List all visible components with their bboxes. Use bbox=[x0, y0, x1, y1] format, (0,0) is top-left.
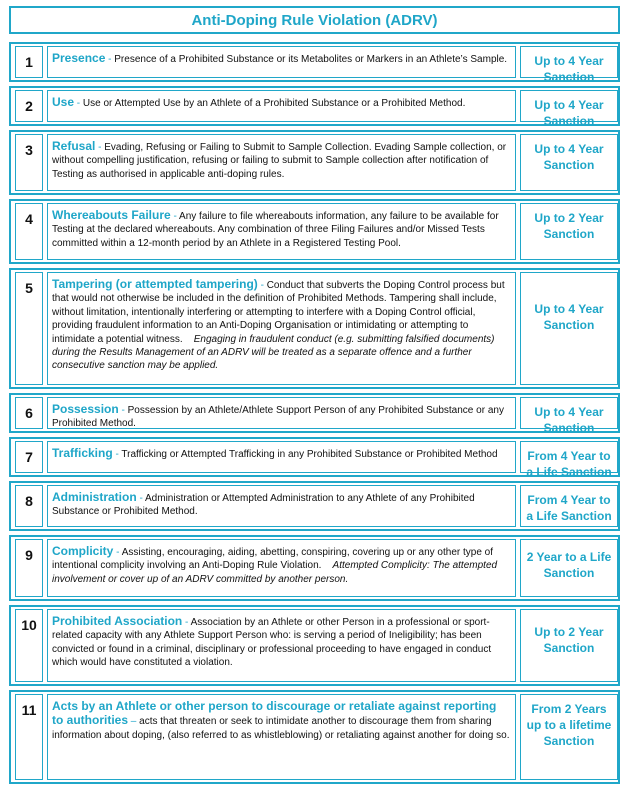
description-text: Association by an Athlete or other Person in a professional or sport-related capacity with any Athlete Support Person who: is serving a period of Ineligibility; has been convicted or found in a criminal, disciplinary or professional proceeding to have engaged in conduct which would have constituted a violation. bbox=[52, 617, 492, 669]
table-row bbox=[9, 86, 620, 126]
violation-term: Presence bbox=[52, 51, 106, 65]
table-row bbox=[9, 199, 620, 264]
violation-description bbox=[47, 203, 516, 260]
description-text: Conduct that subverts the Doping Control process but that would not otherwise be included in the definition of Prohibited Methods. Tampering shall include, without limitation, intentionally interfering or attempting to interfere with a Doping Control official, providing fraudulent information to an Anti-Doping Organisation or intimidating or attempting to intimidate a potential witness. bbox=[52, 280, 505, 345]
table-title: Anti-Doping Rule Violation (ADRV) bbox=[9, 6, 620, 34]
description-text: Trafficking or Attempted Trafficking in any Prohibited Substance or Prohibited Method bbox=[121, 449, 498, 460]
violation-description bbox=[47, 539, 516, 597]
sanction-cell: Up to 4 Year Sanction bbox=[520, 46, 618, 78]
row-number: 6 bbox=[15, 397, 43, 429]
term-separator: - bbox=[182, 617, 191, 628]
table-row bbox=[9, 42, 620, 82]
term-separator: – bbox=[128, 716, 140, 728]
table-row bbox=[9, 481, 620, 531]
description-text: Administration or Attempted Administration to any Athlete of any Prohibited Substance or Prohibited Method. bbox=[52, 493, 475, 518]
term-separator: - bbox=[118, 405, 128, 416]
description-text: Evading, Refusing or Failing to Submit to Sample Collection. Evading Sample collection, or without compelling justification, refusing or failing to submit to Sample collection after notification of Testing as authorised in applicable anti-doping rules. bbox=[52, 142, 507, 180]
violation-term: Complicity bbox=[52, 544, 114, 558]
sanction-cell: Up to 4 Year Sanction bbox=[520, 134, 618, 191]
violation-term: Whereabouts Failure bbox=[52, 208, 171, 222]
term-separator: - bbox=[257, 280, 267, 291]
note-spacer bbox=[183, 334, 194, 345]
violation-description bbox=[47, 485, 516, 527]
table-row bbox=[9, 393, 620, 433]
sanction-cell: Up to 4 Year Sanction bbox=[520, 90, 618, 122]
violation-description bbox=[47, 90, 516, 122]
violation-term: Tampering (or attempted tampering) bbox=[52, 277, 258, 291]
violation-term: Acts by an Athlete or other person to discourage or retaliate against reporting to authorities bbox=[52, 699, 497, 728]
term-separator: - bbox=[170, 211, 180, 222]
row-number: 9 bbox=[15, 539, 43, 597]
row-number: 2 bbox=[15, 90, 43, 122]
violation-description bbox=[47, 272, 516, 385]
violation-term: Administration bbox=[52, 490, 137, 504]
sanction-cell: From 4 Year to a Life Sanction bbox=[520, 441, 618, 473]
sanction-cell: From 4 Year to a Life Sanction bbox=[520, 485, 618, 527]
sanction-cell: 2 Year to a Life Sanction bbox=[520, 539, 618, 597]
description-text: Any failure to file whereabouts information, any failure to be available for Testing at the declared whereabouts. Any combination of three Filing Failures and/or Missed Tests committed within a 12-month period by an Athlete in a Registered Testing Pool. bbox=[52, 211, 499, 249]
violation-term: Possession bbox=[52, 402, 119, 416]
row-number: 11 bbox=[15, 694, 43, 780]
violation-description bbox=[47, 46, 516, 78]
sanction-cell: From 2 Years up to a lifetime Sanction bbox=[520, 694, 618, 780]
row-number: 1 bbox=[15, 46, 43, 78]
row-number: 3 bbox=[15, 134, 43, 191]
term-separator: - bbox=[112, 449, 122, 460]
row-number: 10 bbox=[15, 609, 43, 682]
table-row bbox=[9, 130, 620, 195]
violation-description bbox=[47, 694, 516, 780]
sanction-cell: Up to 4 Year Sanction bbox=[520, 272, 618, 385]
description-text: Presence of a Prohibited Substance or its Metabolites or Markers in an Athlete’s Sample. bbox=[114, 54, 508, 65]
table-row bbox=[9, 690, 620, 784]
sanction-cell: Up to 2 Year Sanction bbox=[520, 203, 618, 260]
description-text: acts that threaten or seek to intimidate another to discourage them from sharing information about doping, (also referred to as whistleblowing) or retaliating against another for doing so. bbox=[52, 716, 510, 741]
violation-description bbox=[47, 441, 516, 473]
note-spacer bbox=[321, 560, 332, 571]
violation-term: Prohibited Association bbox=[52, 614, 183, 628]
term-separator: - bbox=[136, 493, 146, 504]
description-text: Possession by an Athlete/Athlete Support Person of any Prohibited Substance or any Prohibited Method. bbox=[52, 405, 504, 430]
violation-note: Attempted Complicity: The attempted involvement or cover up of an ADRV committed by another person. bbox=[52, 560, 498, 585]
violation-note: Engaging in fraudulent conduct (e.g. submitting falsified documents) during the Results Management of an ADRV will be treated as a separate offence and a further consecutive sanction may be applied. bbox=[52, 333, 495, 372]
sanction-cell: Up to 2 Year Sanction bbox=[520, 609, 618, 682]
row-number: 5 bbox=[15, 272, 43, 385]
row-number: 4 bbox=[15, 203, 43, 260]
term-separator: - bbox=[95, 142, 105, 153]
violation-description bbox=[47, 609, 516, 682]
violation-description bbox=[47, 134, 516, 191]
violation-term: Use bbox=[52, 95, 75, 109]
row-number: 8 bbox=[15, 485, 43, 527]
table-row bbox=[9, 535, 620, 601]
description-text: Assisting, encouraging, aiding, abetting, conspiring, covering up or any other type of intentional complicity involving an Anti-Doping Rule Violation. bbox=[52, 547, 494, 572]
table-row bbox=[9, 605, 620, 686]
term-separator: - bbox=[113, 547, 122, 558]
table-row bbox=[9, 268, 620, 389]
violation-term: Refusal bbox=[52, 139, 96, 153]
violation-term: Trafficking bbox=[52, 446, 113, 460]
term-separator: - bbox=[105, 54, 115, 65]
sanction-cell: Up to 4 Year Sanction bbox=[520, 397, 618, 429]
term-separator: - bbox=[74, 98, 83, 109]
table-row bbox=[9, 437, 620, 477]
description-text: Use or Attempted Use by an Athlete of a Prohibited Substance or a Prohibited Method. bbox=[82, 98, 466, 109]
violation-description bbox=[47, 397, 516, 429]
row-number: 7 bbox=[15, 441, 43, 473]
